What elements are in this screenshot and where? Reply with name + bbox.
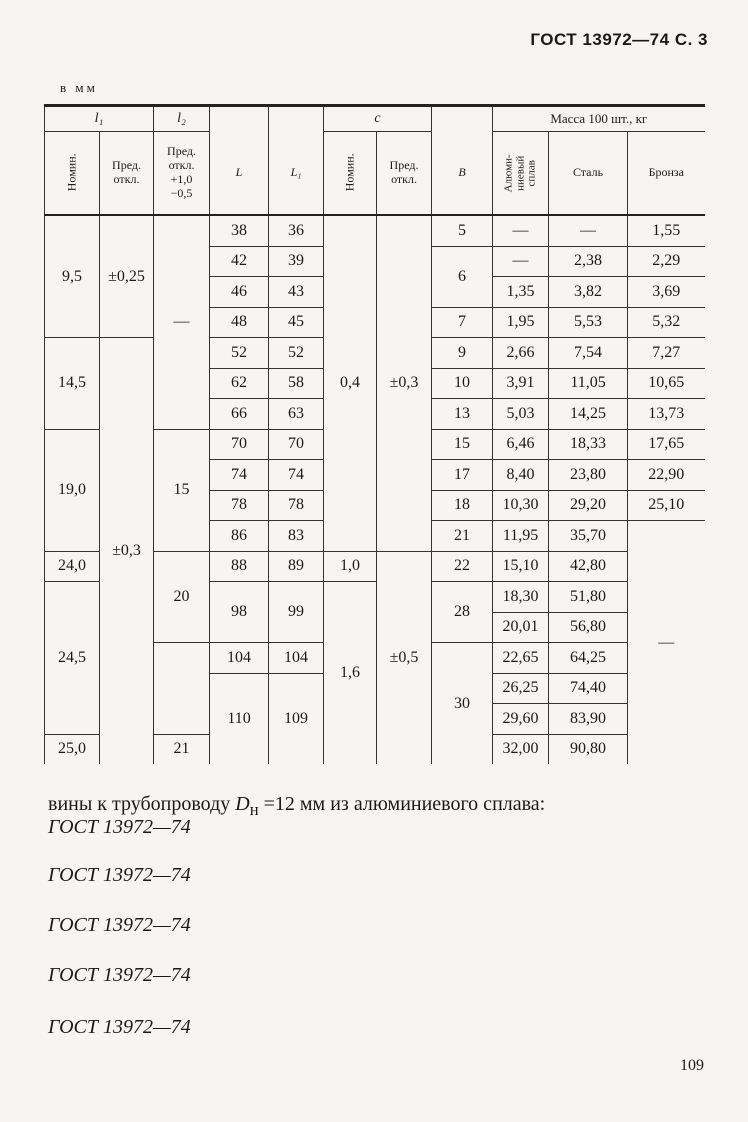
B-cell: 7 [432,307,493,338]
steel-cell: 11,05 [549,368,628,399]
gost-designation: ГОСТ 13972—74 [48,864,191,886]
bronze-cell: 3,69 [628,277,705,308]
L-cell: 70 [210,429,269,460]
steel-cell: 18,33 [549,429,628,460]
bronze-cell: 25,10 [628,490,705,521]
alum-cell: 6,46 [493,429,549,460]
bronze-cell: 1,55 [628,215,705,246]
B-cell: 21 [432,521,493,552]
alum-cell: 22,65 [493,643,549,674]
alum-cell: — [493,246,549,277]
L-cell: 104 [210,643,269,674]
l1-tol-cell: ±0,3 [100,338,154,765]
L1-cell: 36 [269,215,324,246]
c-nom-cell: 0,4 [324,215,377,551]
B-cell: 5 [432,215,493,246]
alum-cell: 10,30 [493,490,549,521]
B-cell: 30 [432,643,493,765]
c-tol-cell: ±0,5 [377,551,432,764]
gost-designation: ГОСТ 13972—74 [48,964,191,986]
L1-cell: 99 [269,582,324,643]
L-cell: 78 [210,490,269,521]
header-alum: Алюми- ниевый сплав [493,132,549,216]
L1-cell: 109 [269,673,324,764]
l1-nom-cell: 24,5 [45,582,100,735]
alum-cell: 3,91 [493,368,549,399]
steel-cell: 56,80 [549,612,628,643]
alum-cell: 11,95 [493,521,549,552]
alum-cell: 26,25 [493,673,549,704]
L1-cell: 39 [269,246,324,277]
l1-tol-cell: ±0,25 [100,215,154,338]
B-cell: 22 [432,551,493,582]
l1-nom-cell: 19,0 [45,429,100,551]
L1-cell: 78 [269,490,324,521]
alum-cell: 8,40 [493,460,549,491]
header-steel: Сталь [549,132,628,216]
L-cell: 74 [210,460,269,491]
B-cell: 18 [432,490,493,521]
steel-cell: 3,82 [549,277,628,308]
steel-cell: 14,25 [549,399,628,430]
gost-designation: ГОСТ 13972—74 [48,1016,191,1038]
L1-cell: 63 [269,399,324,430]
bronze-cell: 13,73 [628,399,705,430]
page-number: 109 [680,1057,704,1074]
header-l1: l₁ [45,106,154,132]
bronze-cell: 22,90 [628,460,705,491]
steel-cell: 29,20 [549,490,628,521]
header-L: L [210,132,269,216]
c-tol-cell: ±0,3 [377,215,432,551]
alum-cell: 32,00 [493,734,549,764]
header-l1-tol: Пред. откл. [100,132,154,216]
bronze-cell: 2,29 [628,246,705,277]
steel-cell: 35,70 [549,521,628,552]
header-bronze: Бронза [628,132,705,216]
L-cell: 42 [210,246,269,277]
L-cell: 88 [210,551,269,582]
alum-cell: 18,30 [493,582,549,613]
L1-cell: 58 [269,368,324,399]
steel-cell: 90,80 [549,734,628,764]
bronze-cell: 7,27 [628,338,705,369]
l2-cell: 20 [154,551,210,643]
header-l2: l₂ [154,106,210,132]
B-cell: 9 [432,338,493,369]
steel-cell: 2,38 [549,246,628,277]
l2-cell: 21 [154,734,210,764]
B-cell: 13 [432,399,493,430]
B-cell: 28 [432,582,493,643]
L-cell: 38 [210,215,269,246]
steel-cell: — [549,215,628,246]
bronze-cell: 5,32 [628,307,705,338]
L-cell: 62 [210,368,269,399]
steel-cell: 64,25 [549,643,628,674]
header-B: B [432,132,493,216]
steel-cell: 42,80 [549,551,628,582]
header-c: c [324,106,432,132]
l1-nom-cell: 14,5 [45,338,100,430]
bronze-cell: — [658,633,675,651]
alum-cell: — [493,215,549,246]
c-nom-cell: 1,6 [324,582,377,765]
l1-nom-cell: 24,0 [45,551,100,582]
gost-designation: ГОСТ 13972—74 [48,914,191,936]
alum-cell: 1,95 [493,307,549,338]
B-cell: 6 [432,246,493,307]
steel-cell: 23,80 [549,460,628,491]
page-header: ГОСТ 13972—74 С. 3 [530,30,708,49]
B-cell: 10 [432,368,493,399]
header-c-nom: Номин. [342,153,357,192]
alum-cell: 2,66 [493,338,549,369]
header-mass: Масса 100 шт., кг [493,106,705,132]
L1-cell: 104 [269,643,324,674]
steel-cell: 83,90 [549,704,628,735]
alum-cell: 5,03 [493,399,549,430]
steel-cell: 74,40 [549,673,628,704]
alum-cell: 29,60 [493,704,549,735]
l1-nom-cell: 25,0 [45,734,100,764]
designation-note: вины к трубопроводу $D_н =12$ мм из алюминиевого сплава: [48,793,546,819]
alum-cell: 1,35 [493,277,549,308]
gost-designation: ГОСТ 13972—74 [48,816,191,838]
l2-cell: 15 [154,429,210,551]
L1-cell: 43 [269,277,324,308]
L-cell: 98 [210,582,269,643]
B-cell: 17 [432,460,493,491]
header-L1: L₁ [269,132,324,216]
L-cell: 66 [210,399,269,430]
L1-cell: 52 [269,338,324,369]
B-cell: 15 [432,429,493,460]
L-cell: 86 [210,521,269,552]
L1-cell: 45 [269,307,324,338]
alum-cell: 15,10 [493,551,549,582]
L-cell: 48 [210,307,269,338]
c-nom-cell: 1,0 [324,551,377,582]
L1-cell: 70 [269,429,324,460]
bronze-cell: 10,65 [628,368,705,399]
L1-cell: 83 [269,521,324,552]
units-label: в мм [60,80,98,95]
L-cell: 52 [210,338,269,369]
L1-cell: 89 [269,551,324,582]
l1-nom-cell: 9,5 [45,215,100,338]
steel-cell: 51,80 [549,582,628,613]
l2-cell: — [154,215,210,429]
bronze-cell: 17,65 [628,429,705,460]
header-l1-nom: Номин. [64,153,79,192]
l2-blank [154,643,210,735]
L1-cell: 74 [269,460,324,491]
header-c-tol: Пред. откл. [377,132,432,216]
steel-cell: 7,54 [549,338,628,369]
steel-cell: 5,53 [549,307,628,338]
L-cell: 46 [210,277,269,308]
dimensions-table [44,104,705,764]
header-l2-tol: Пред. откл. +1,0 −0,5 [154,132,210,216]
alum-cell: 20,01 [493,612,549,643]
L-cell: 110 [210,673,269,764]
